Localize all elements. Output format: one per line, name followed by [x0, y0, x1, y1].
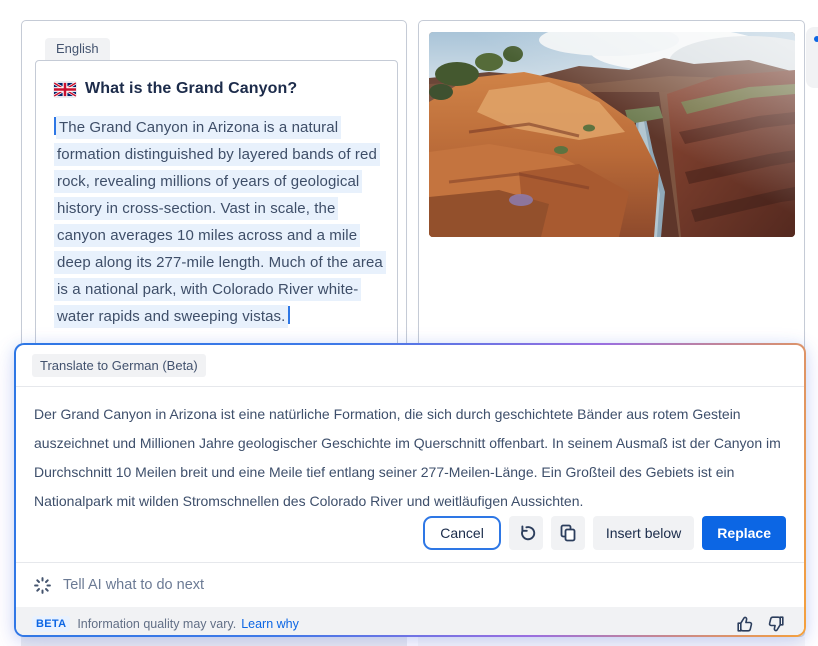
- replace-button[interactable]: Replace: [702, 516, 786, 550]
- ai-panel-footer: [16, 607, 804, 635]
- copy-button[interactable]: [551, 516, 585, 550]
- ai-result-area: [16, 387, 804, 516]
- thumbs-down-button[interactable]: [764, 612, 788, 635]
- copy-icon: [558, 523, 578, 543]
- ai-panel-title: Translate to German (Beta): [32, 354, 206, 377]
- selected-text[interactable]: The Grand Canyon in Arizona is a natural formation distinguished by layered bands of red rock, revealing millions of years of geological history in cross-section. Vast in scale, the canyon averages 10 miles across and a mile deep along its 277-mile length. Much of the area is a national park, with Colorado River white-water rapids and sweeping vistas.: [54, 116, 386, 328]
- ai-sparkle-icon: [33, 576, 52, 595]
- ai-action-bar: [16, 516, 804, 562]
- retry-icon: [516, 523, 536, 543]
- insert-below-button[interactable]: Insert below: [593, 516, 694, 550]
- grand-canyon-photo[interactable]: [429, 32, 795, 237]
- heading-row: [54, 80, 379, 98]
- tab-english[interactable]: English: [45, 38, 110, 60]
- left-card-lower-strip: [21, 637, 407, 646]
- edge-toolbar-cutoff[interactable]: [806, 27, 818, 88]
- english-paragraph[interactable]: [54, 114, 388, 330]
- text-cursor-end: [288, 306, 290, 324]
- footer-disclaimer: Information quality may vary.: [77, 617, 237, 631]
- beta-badge: BETA: [32, 616, 70, 632]
- learn-why-link[interactable]: Learn why: [241, 617, 299, 631]
- page-title: What is the Grand Canyon?: [85, 80, 298, 97]
- ai-translate-panel: [14, 343, 806, 637]
- ai-panel-header: [16, 345, 804, 387]
- thumbs-up-button[interactable]: [733, 612, 757, 635]
- ai-prompt-placeholder: Tell AI what to do next: [63, 577, 205, 593]
- blue-dot-icon: [814, 36, 818, 42]
- ai-prompt-input[interactable]: [16, 563, 804, 607]
- right-card-lower-strip: [418, 637, 805, 646]
- cancel-button[interactable]: Cancel: [423, 516, 501, 550]
- thumbs-down-icon: [766, 614, 786, 634]
- thumbs-up-icon: [735, 614, 755, 634]
- retry-button[interactable]: [509, 516, 543, 550]
- ai-result-text: Der Grand Canyon in Arizona ist eine natürliche Formation, die sich durch geschichtete Bänder aus rotem Gestein auszeichnet und Millionen Jahre geologischer Geschichte im Querschnitt offenbart. In seinem Ausmaß ist der Canyon im Durchschnitt 10 Meilen breit und eine Meile tief entlang seiner 277-Meilen-Länge. Ein Großteil des Gebiets ist ein Nationalpark mit wilden Stromschnellen des Colorado River und weitläufigen Aussichten.: [34, 406, 781, 509]
- uk-flag-icon: [54, 82, 76, 97]
